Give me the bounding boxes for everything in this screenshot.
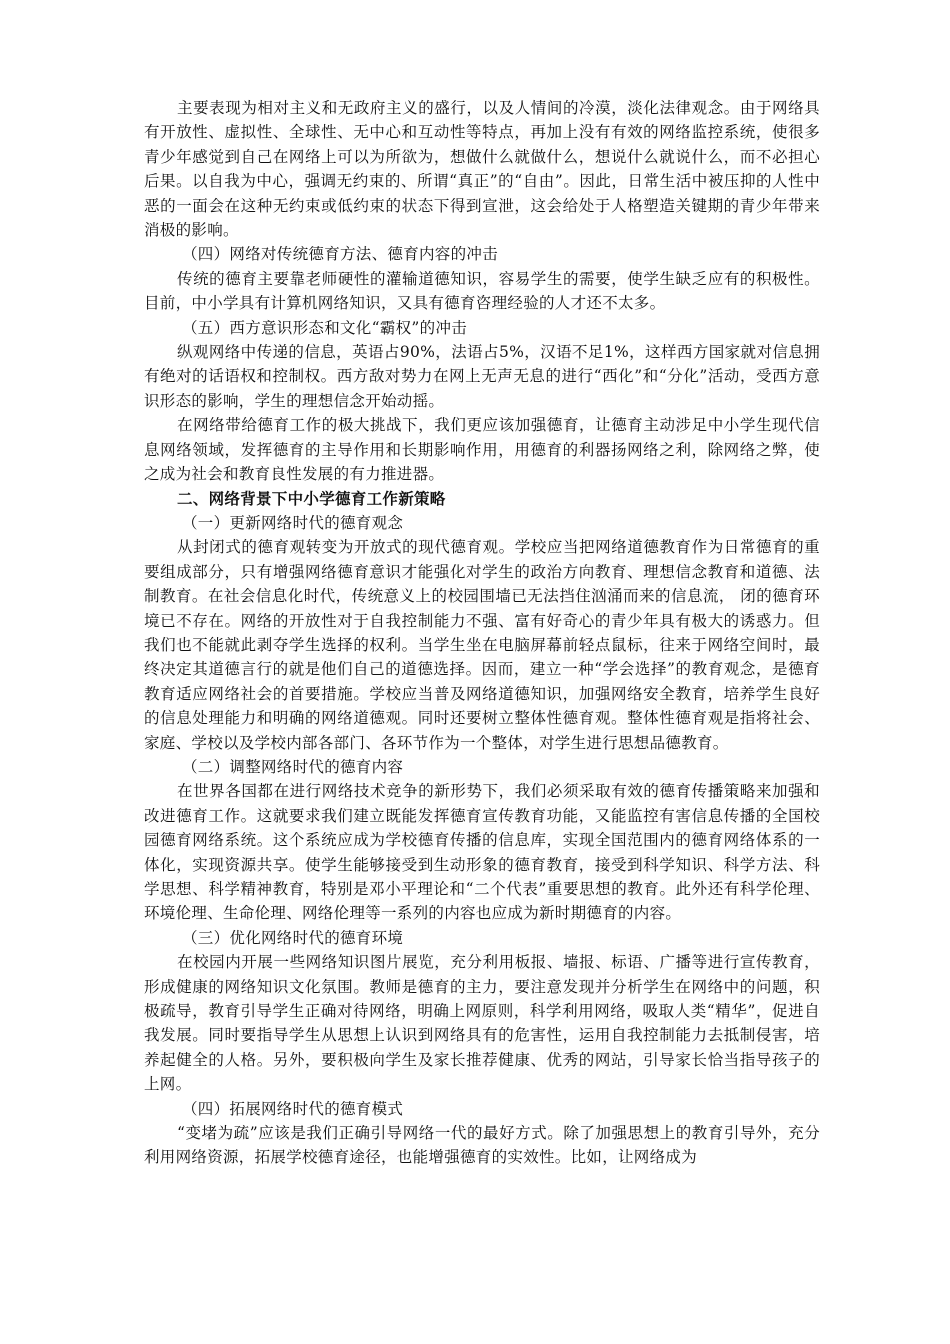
subheading-3-optimize-environment: （三）优化网络时代的德育环境 bbox=[182, 928, 404, 947]
section-heading-2-new-strategies: 二、网络背景下中小学德育工作新策略 bbox=[177, 488, 446, 508]
paragraph-adjust-content: 在世界各国都在进行网络技术竞争的新形势下，我们必须采取有效的德育传播策略来加强和改进德育工作。这就要求我们建立既能发挥德育宣传教育功能，又能监控有害信息传播的全国校园德育网络系统。这个系统应成为学校德育传播的信息库，实现全国范围内的德育网络体系的一体化，实现资源共享。使学生能够接受到生动形象的德育教育，接受到科学知识、科学方法、科学思想、科学精神教育，特别是邓小平理论和“二个代表”重要思想的教育。此外还有科学伦理、环境伦理、生命伦理、网络伦理等一系列的内容也应成为新时期德育的内容。 bbox=[144, 782, 820, 923]
subheading-5-western-hegemony: （五）西方意识形态和文化“霸权”的冲击 bbox=[182, 318, 468, 337]
paragraph-relativism: 主要表现为相对主义和无政府主义的盛行，以及人情间的冷漠，淡化法律观念。由于网络具有开放性、虚拟性、全球性、无中心和互动性等特点，再加上没有有效的网络监控系统，使很多青少年感觉到自己在网络上可以为所欲为，想做什么就做什么，想说什么就说什么，而不必担心后果。以自我为中心，强调无约束的、所谓“真正”的“自由”。因此，日常生活中被压抑的人性中恶的一面会在这种无约束或低约束的状态下得到宣泄，这会给处于人格塑造关键期的青少年带来消极的影响。 bbox=[144, 99, 820, 240]
paragraph-optimize-environment: 在校园内开展一些网络知识图片展览，充分利用板报、墙报、标语、广播等进行宣传教育，形成健康的网络知识文化氛围。教师是德育的主力，要注意发现并分析学生在网络中的问题，积极疏导，教育引导学生正确对待网络，明确上网原则，科学利用网络，吸取人类“精华”，促进自我发展。同时要指导学生从思想上认识到网络具有的危害性，运用自我控制能力去抵制侵害，培养起健全的人格。另外，要积极向学生及家长推荐健康、优秀的网站，引导家长恰当指导孩子的上网。 bbox=[144, 953, 820, 1094]
paragraph-challenge-summary: 在网络带给德育工作的极大挑战下，我们更应该加强德育，让德育主动涉足中小学生现代信息网络领域，发挥德育的主导作用和长期影响作用，用德育的利器扬网络之利，除网络之弊，使之成为社会和教育良性发展的有力推进器。 bbox=[144, 416, 820, 484]
subheading-2-adjust-content: （二）调整网络时代的德育内容 bbox=[182, 757, 404, 776]
paragraph-update-concept: 从封闭式的德育观转变为开放式的现代德育观。学校应当把网络道德教育作为日常德育的重要组成部分，只有增强网络德育意识才能强化对学生的政治方向教育、理想信念教育和道德、法制教育。在社会信息化时代，传统意义上的校园围墙已无法挡住汹涌而来的信息流， 闭的德育环境已不存在。网络的开放性对于自我控制能力不强、富有好奇心的青少年具有极大的诱惑力。但我们也不能就此剥夺学生选择的权利。当学生坐在电脑屏幕前轻点鼠标，往来于网络空间时，最终决定其道德言行的就是他们自己的道德选择。因而，建立一种“学会选择”的教育观念，是德育教育适应网络社会的首要措施。学校应当普及网络道德知识，加强网络安全教育，培养学生良好的信息处理能力和明确的网络道德观。同时还要树立整体性德育观。整体性德育观是指将社会、家庭、学校以及学校内部各部门、各环节作为一个整体，对学生进行思想品德教育。 bbox=[144, 538, 820, 752]
subheading-1-update-concept: （一）更新网络时代的德育观念 bbox=[182, 513, 404, 532]
paragraph-expand-mode: “变堵为疏”应该是我们正确引导网络一代的最好方式。除了加强思想上的教育引导外，充分利用网络资源，拓展学校德育途径，也能增强德育的实效性。比如，让网络成为 bbox=[144, 1124, 820, 1167]
paragraph-traditional-methods: 传统的德育主要靠老师硬性的灌输道德知识，容易学生的需要，使学生缺乏应有的积极性。目前，中小学具有计算机网络知识，又具有德育咨理经验的人才还不太多。 bbox=[144, 269, 820, 313]
subheading-4-traditional-methods: （四）网络对传统德育方法、德育内容的冲击 bbox=[182, 245, 499, 264]
subheading-4-expand-mode: （四）拓展网络时代的德育模式 bbox=[182, 1099, 404, 1118]
document-page bbox=[144, 96, 820, 1170]
paragraph-western-hegemony: 纵观网络中传递的信息，英语占90%，法语占5%，汉语不足1%，这样西方国家就对信息拥有绝对的话语权和控制权。西方敌对势力在网上无声无息的进行“西化”和“分化”活动，受西方意识形态的影响，学生的理想信念开始动摇。 bbox=[144, 343, 820, 410]
